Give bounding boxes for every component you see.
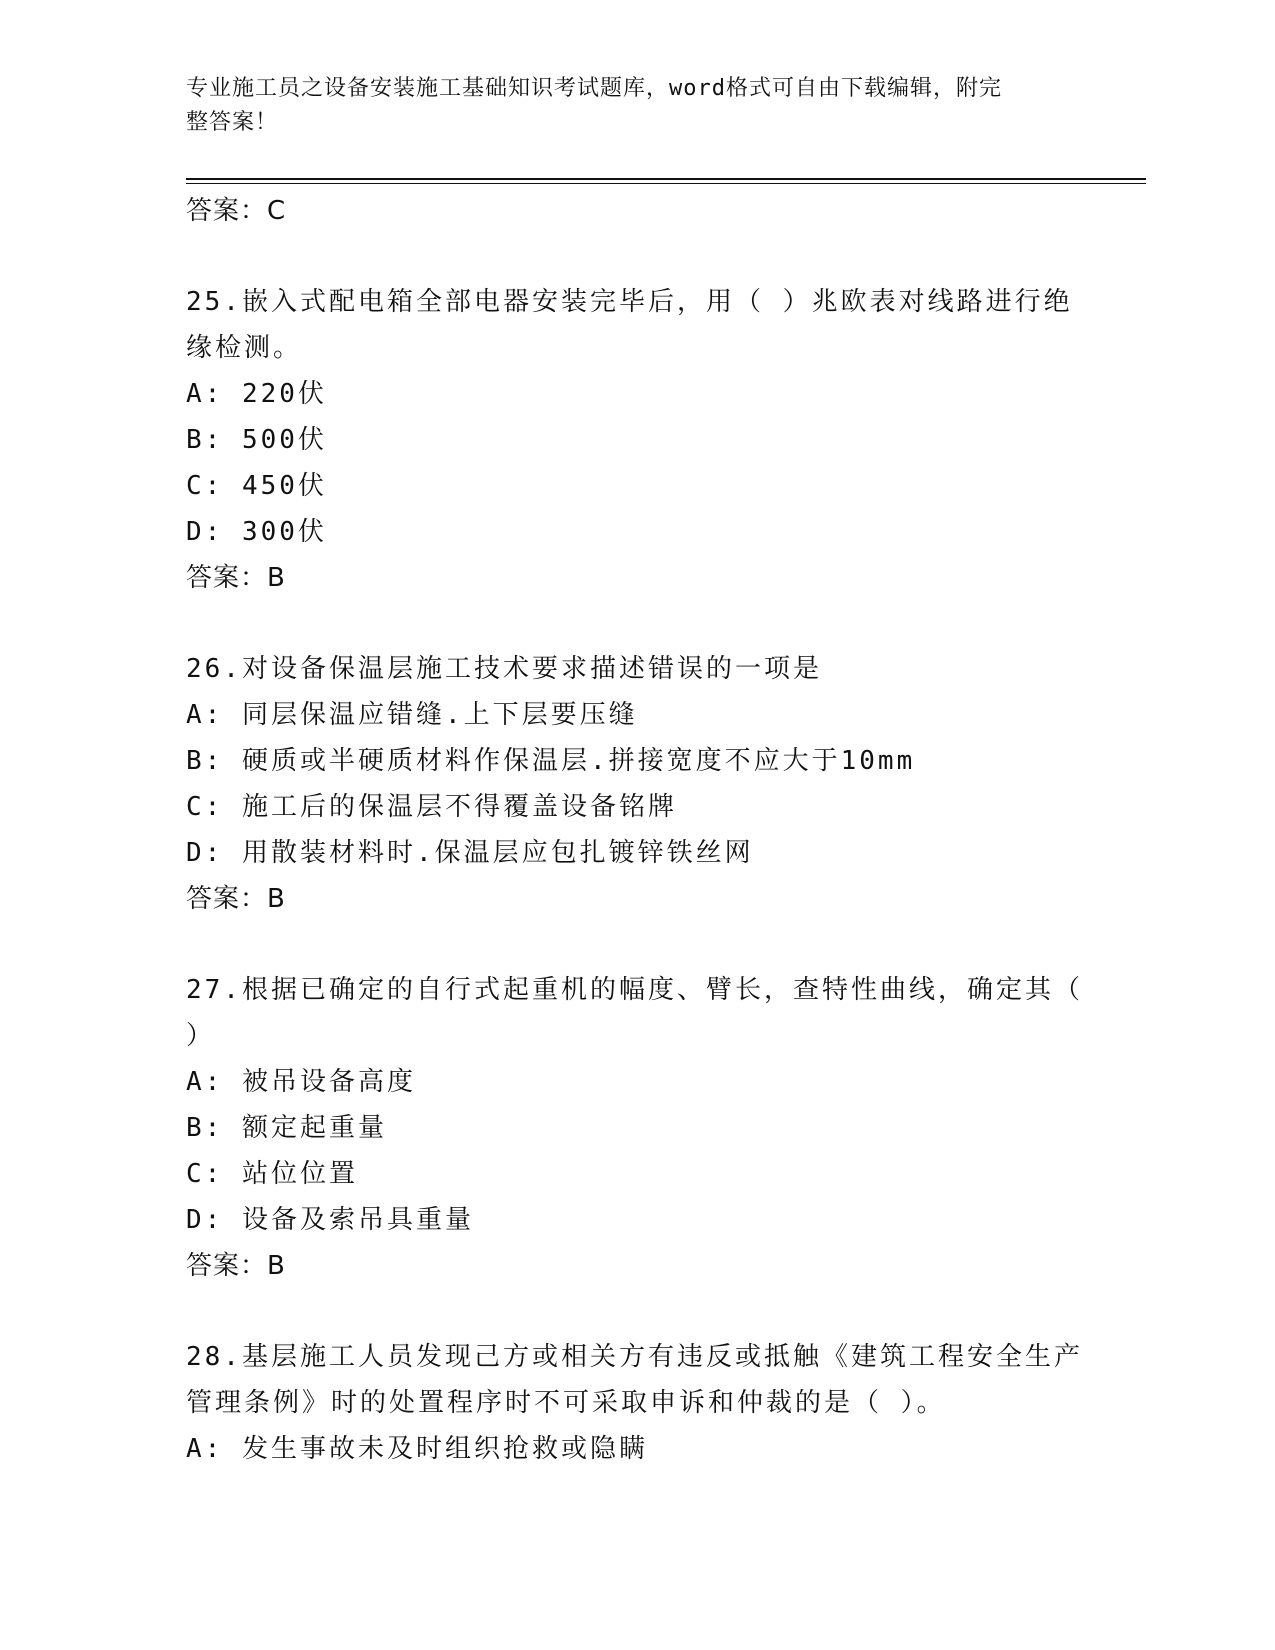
answer: 答案：B bbox=[186, 884, 286, 914]
previous-answer: 答案：C bbox=[186, 196, 287, 226]
option-d: D: 用散装材料时.保温层应包扎镀锌铁丝网 bbox=[186, 838, 754, 868]
option-b: B: 硬质或半硬质材料作保温层.拼接宽度不应大于10mm bbox=[186, 746, 916, 776]
option-c: C: 施工后的保温层不得覆盖设备铭牌 bbox=[186, 792, 677, 822]
question-stem: 27.根据已确定的自行式起重机的幅度、臂长，查特性曲线，确定其（ bbox=[186, 975, 1083, 1005]
answer: 答案：B bbox=[186, 563, 286, 593]
page-header bbox=[186, 72, 1076, 140]
option-b: B: 500伏 bbox=[186, 425, 327, 455]
question-stem-cont: 管理条例》时的处置程序时不可采取申诉和仲裁的是（ ）。 bbox=[186, 1388, 946, 1418]
option-a: A: 被吊设备高度 bbox=[186, 1067, 416, 1097]
answer: 答案：B bbox=[186, 1251, 286, 1281]
header-line-1: 专业施工员之设备安装施工基础知识考试题库，word格式可自由下载编辑，附完 bbox=[186, 76, 1002, 101]
option-c: C: 450伏 bbox=[186, 471, 327, 501]
option-d: D: 300伏 bbox=[186, 517, 327, 547]
document-body bbox=[186, 188, 1086, 1472]
option-a: A: 220伏 bbox=[186, 379, 327, 409]
header-rule-thin bbox=[186, 183, 1146, 184]
question-stem-cont: ） bbox=[186, 1021, 216, 1051]
question-28 bbox=[186, 1334, 1086, 1472]
question-25 bbox=[186, 279, 1086, 601]
question-stem: 28.基层施工人员发现己方或相关方有违反或抵触《建筑工程安全生产 bbox=[186, 1342, 1083, 1372]
option-b: B: 额定起重量 bbox=[186, 1113, 387, 1143]
header-line-2: 整答案！ bbox=[186, 110, 279, 135]
question-stem: 25.嵌入式配电箱全部电器安装完毕后，用（ ）兆欧表对线路进行绝 bbox=[186, 287, 1073, 317]
question-stem: 26.对设备保温层施工技术要求描述错误的一项是 bbox=[186, 654, 822, 684]
option-a: A: 发生事故未及时组织抢救或隐瞒 bbox=[186, 1434, 648, 1464]
header-rule-thick bbox=[186, 178, 1146, 180]
option-a: A: 同层保温应错缝.上下层要压缝 bbox=[186, 700, 638, 730]
option-c: C: 站位位置 bbox=[186, 1159, 358, 1189]
option-d: D: 设备及索吊具重量 bbox=[186, 1205, 474, 1235]
question-26 bbox=[186, 646, 1086, 922]
question-stem-cont: 缘检测。 bbox=[186, 333, 303, 363]
question-27 bbox=[186, 967, 1086, 1289]
